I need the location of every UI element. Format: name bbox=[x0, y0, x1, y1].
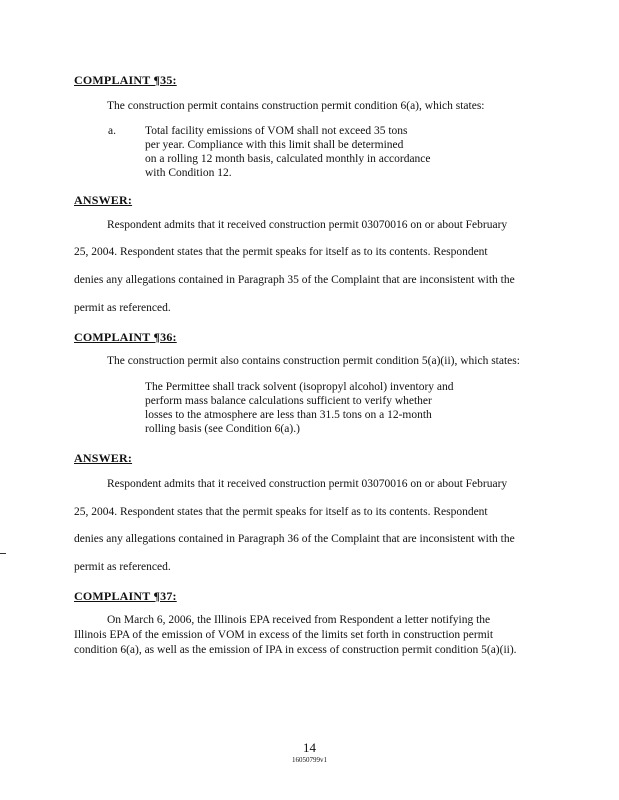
complaint-35-item-line: with Condition 12. bbox=[145, 167, 232, 179]
complaint-37-line: Illinois EPA of the emission of VOM in excess of the limits set forth in construction permit bbox=[74, 629, 494, 641]
complaint-36-quote-line: rolling basis (see Condition 6(a).) bbox=[145, 423, 300, 435]
document-id: 16050799v1 bbox=[292, 756, 327, 764]
complaint-35-item-line: Total facility emissions of VOM shall not exceed 35 tons bbox=[145, 125, 408, 137]
complaint-37-line: condition 6(a), as well as the emission of IPA in excess of construction permit condition 5(a)(ii). bbox=[74, 644, 517, 656]
complaint-37-heading: COMPLAINT ¶37: bbox=[74, 589, 177, 603]
complaint-36-intro: The construction permit also contains construction permit condition 5(a)(ii), which states: bbox=[107, 355, 520, 367]
complaint-36-quote-line: losses to the atmosphere are less than 31.5 tons on a 12-month bbox=[145, 409, 432, 421]
complaint-35-heading: COMPLAINT ¶35: bbox=[74, 73, 177, 87]
answer-35-line: permit as referenced. bbox=[74, 302, 171, 314]
answer-35-heading: ANSWER: bbox=[74, 193, 133, 207]
answer-35-line: 25, 2004. Respondent states that the permit speaks for itself as to its contents. Respondent bbox=[74, 246, 488, 258]
answer-36-line: permit as referenced. bbox=[74, 561, 171, 573]
complaint-35-item-line: per year. Compliance with this limit shall be determined bbox=[145, 139, 404, 151]
page-number: 14 bbox=[303, 740, 316, 755]
answer-35-line: denies any allegations contained in Paragraph 35 of the Complaint that are inconsistent with the bbox=[74, 274, 515, 286]
answer-36-line: denies any allegations contained in Paragraph 36 of the Complaint that are inconsistent with the bbox=[74, 533, 515, 545]
complaint-36-heading: COMPLAINT ¶36: bbox=[74, 330, 177, 344]
complaint-35-item-line: on a rolling 12 month basis, calculated monthly in accordance bbox=[145, 153, 431, 165]
complaint-36-quote-line: The Permittee shall track solvent (isopropyl alcohol) inventory and bbox=[145, 381, 454, 393]
answer-36-heading: ANSWER: bbox=[74, 451, 133, 465]
complaint-37-line: On March 6, 2006, the Illinois EPA received from Respondent a letter notifying the bbox=[107, 614, 491, 626]
margin-mark bbox=[0, 553, 6, 554]
complaint-36-quote-line: perform mass balance calculations sufficient to verify whether bbox=[145, 395, 432, 407]
answer-36-line: Respondent admits that it received construction permit 03070016 on or about February bbox=[107, 478, 508, 490]
answer-36-line: 25, 2004. Respondent states that the permit speaks for itself as to its contents. Respondent bbox=[74, 506, 488, 518]
answer-35-line: Respondent admits that it received construction permit 03070016 on or about February bbox=[107, 219, 508, 231]
complaint-35-intro: The construction permit contains construction permit condition 6(a), which states: bbox=[107, 100, 485, 112]
complaint-35-item-label: a. bbox=[108, 125, 116, 137]
